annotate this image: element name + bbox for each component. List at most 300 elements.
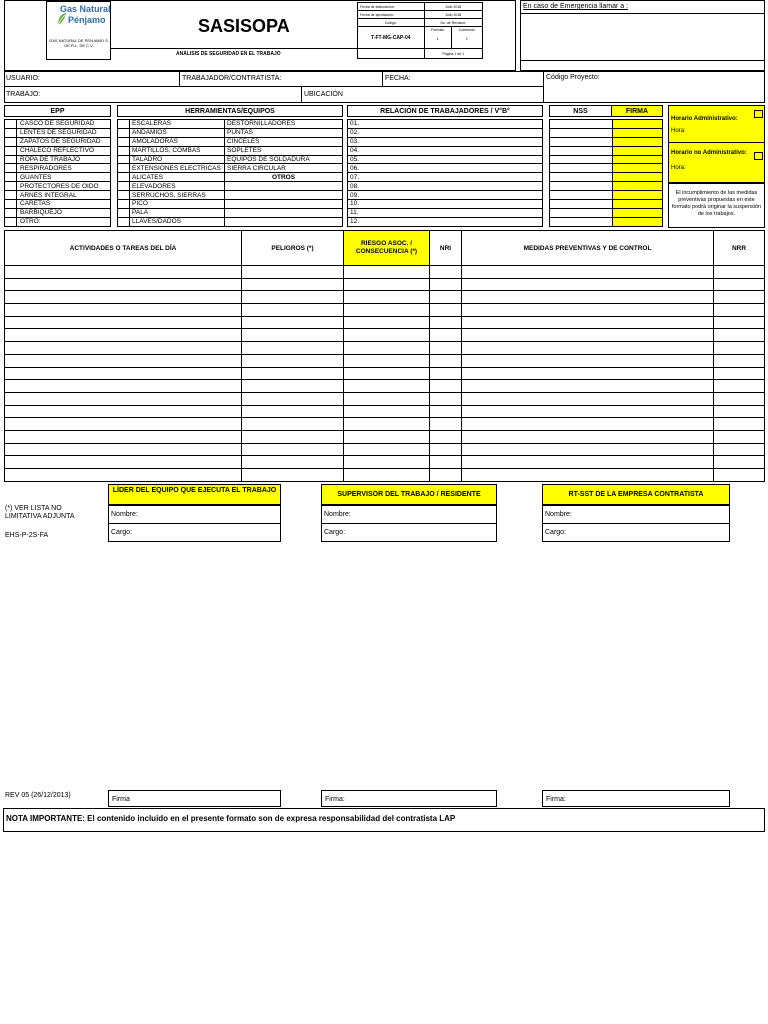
epp-item-label: CASCO DE SEGURIDAD: [17, 120, 111, 129]
nri-cell[interactable]: [430, 278, 462, 291]
nrr-cell[interactable]: [714, 443, 765, 456]
trabajador-row: [348, 182, 543, 191]
nss-cell[interactable]: [550, 217, 613, 226]
nss-firma-row: [550, 200, 663, 209]
activity-row: [5, 430, 765, 443]
peligro-cell[interactable]: [242, 405, 344, 418]
activity-row: [5, 278, 765, 291]
nrr-cell[interactable]: [714, 392, 765, 405]
epp-check[interactable]: [5, 208, 17, 217]
riesgo-cell[interactable]: [344, 392, 430, 405]
nrr-cell[interactable]: [714, 278, 765, 291]
activity-row: [5, 392, 765, 405]
nri-cell[interactable]: [430, 304, 462, 317]
nrr-cell[interactable]: [714, 329, 765, 342]
epp-row: [5, 155, 111, 164]
peligro-cell[interactable]: [242, 469, 344, 482]
firma-cell[interactable]: [613, 208, 663, 217]
herramientas-row: [118, 120, 343, 129]
epp-row: [5, 164, 111, 173]
firma-cell[interactable]: [613, 173, 663, 182]
herramientas-row: [118, 155, 343, 164]
herramientas-row: [118, 173, 343, 182]
epp-check[interactable]: [5, 164, 17, 173]
herramientas-row: [118, 128, 343, 137]
nri-cell[interactable]: [430, 367, 462, 380]
epp-row: [5, 217, 111, 226]
nrr-cell[interactable]: [714, 354, 765, 367]
firma-cell[interactable]: [613, 155, 663, 164]
herramientas-row: [118, 200, 343, 209]
firma-cell[interactable]: [613, 128, 663, 137]
herramienta-label: PALA: [130, 208, 225, 217]
trabajador-number[interactable]: 05.: [348, 155, 543, 164]
nri-cell[interactable]: [430, 329, 462, 342]
peligro-cell[interactable]: [242, 456, 344, 469]
activity-row: [5, 367, 765, 380]
horario-no-admin-checkbox[interactable]: [754, 152, 763, 160]
medidas-cell[interactable]: [462, 405, 714, 418]
nss-firma-row: [550, 182, 663, 191]
nss-cell[interactable]: [550, 128, 613, 137]
medidas-cell[interactable]: [462, 316, 714, 329]
peligro-cell[interactable]: [242, 418, 344, 431]
herramienta-label: ESCALERAS: [130, 120, 225, 129]
herramienta-label-2: [225, 191, 343, 200]
relacion-table: [347, 119, 543, 227]
herramientas-title: HERRAMIENTAS/EQUIPOS: [117, 105, 343, 117]
activity-row: [5, 291, 765, 304]
lider-cargo[interactable]: Cargo:: [111, 529, 133, 536]
peligro-cell[interactable]: [242, 354, 344, 367]
ver-lista-note: (*) VER LISTA NO LIMITATIVA ADJUNTA: [5, 505, 75, 521]
peligro-cell[interactable]: [242, 443, 344, 456]
nss-firma-row: [550, 137, 663, 146]
firma-box-2[interactable]: Firma:: [321, 790, 497, 807]
firma-cell[interactable]: [613, 191, 663, 200]
nss-cell[interactable]: [550, 120, 613, 129]
herramienta-label: SERRUCHOS, SIERRAS: [130, 191, 225, 200]
firma-cell[interactable]: [613, 200, 663, 209]
trabajador-row: [348, 155, 543, 164]
nss-firma-row: [550, 173, 663, 182]
medidas-cell[interactable]: [462, 469, 714, 482]
actividad-cell[interactable]: [5, 469, 242, 482]
riesgo-cell[interactable]: [344, 418, 430, 431]
medidas-cell[interactable]: [462, 354, 714, 367]
epp-check[interactable]: [5, 146, 17, 155]
activity-row: [5, 304, 765, 317]
fecha-field[interactable]: FECHA:: [385, 75, 411, 82]
horario-hora-2[interactable]: Hora:: [671, 165, 686, 171]
ehs-code: EHS-P-2S-FA: [5, 532, 49, 539]
herramienta-check[interactable]: [118, 164, 130, 173]
epp-check[interactable]: [5, 120, 17, 129]
horario-hora-1[interactable]: Hora:: [671, 128, 686, 134]
nri-cell[interactable]: [430, 342, 462, 355]
nri-cell[interactable]: [430, 266, 462, 279]
activities-table: [4, 230, 765, 482]
nrr-cell[interactable]: [714, 342, 765, 355]
supervisor-nombre[interactable]: Nombre:: [324, 511, 351, 518]
herramienta-check[interactable]: [118, 137, 130, 146]
nri-cell[interactable]: [430, 392, 462, 405]
nrr-cell[interactable]: [714, 405, 765, 418]
medidas-cell[interactable]: [462, 278, 714, 291]
peligro-cell[interactable]: [242, 291, 344, 304]
nri-cell[interactable]: [430, 405, 462, 418]
nrr-cell[interactable]: [714, 304, 765, 317]
contenido-value: 1: [465, 37, 468, 41]
lider-title: LÍDER DEL EQUIPO QUE EJECUTA EL TRABAJO: [108, 484, 281, 505]
nss-cell[interactable]: [550, 208, 613, 217]
peligro-cell[interactable]: [242, 329, 344, 342]
medidas-cell[interactable]: [462, 418, 714, 431]
medidas-cell[interactable]: [462, 291, 714, 304]
nss-cell[interactable]: [550, 200, 613, 209]
nri-cell[interactable]: [430, 469, 462, 482]
nss-firma-row: [550, 120, 663, 129]
epp-title: EPP: [4, 105, 111, 117]
relacion-title: RELACIÓN DE TRABAJADORES / V°B°: [347, 105, 543, 117]
medidas-cell[interactable]: [462, 367, 714, 380]
herramienta-label: PICO: [130, 200, 225, 209]
trabajador-number[interactable]: 12.: [348, 217, 543, 226]
form-subtitle: ANÁLISIS DE SEGURIDAD EN EL TRABAJO: [176, 51, 281, 57]
actividad-cell[interactable]: [5, 430, 242, 443]
trabajador-number[interactable]: 09.: [348, 191, 543, 200]
herramientas-row: [118, 182, 343, 191]
herramientas-table: [117, 119, 343, 227]
nss-cell[interactable]: [550, 137, 613, 146]
nss-title: NSS: [549, 105, 612, 117]
activity-row: [5, 354, 765, 367]
medidas-cell[interactable]: [462, 266, 714, 279]
firma-title: FIRMA: [611, 105, 663, 117]
riesgo-cell[interactable]: [344, 380, 430, 393]
emergency-label: En caso de Emergencia llamar a :: [523, 3, 629, 10]
herramienta-check[interactable]: [118, 200, 130, 209]
actividad-cell[interactable]: [5, 456, 242, 469]
epp-row: [5, 208, 111, 217]
herramienta-label-2: [225, 200, 343, 209]
actividad-cell[interactable]: [5, 367, 242, 380]
nss-firma-row: [550, 146, 663, 155]
peligro-cell[interactable]: [242, 430, 344, 443]
activity-row: [5, 443, 765, 456]
epp-row: [5, 200, 111, 209]
logo-line2: Pénjamo: [68, 15, 106, 25]
firma-cell[interactable]: [613, 164, 663, 173]
riesgo-cell[interactable]: [344, 430, 430, 443]
riesgo-cell[interactable]: [344, 367, 430, 380]
riesgo-cell[interactable]: [344, 469, 430, 482]
actividad-cell[interactable]: [5, 418, 242, 431]
herramienta-check[interactable]: [118, 128, 130, 137]
firma-cell[interactable]: [613, 146, 663, 155]
form-title: SASISOPA: [198, 16, 290, 36]
col-nrr: NRR: [714, 231, 765, 266]
peligro-cell[interactable]: [242, 316, 344, 329]
trabajador-row: [348, 200, 543, 209]
nss-firma-row: [550, 155, 663, 164]
activity-row: [5, 380, 765, 393]
horario-no-admin-label: Horario no Administrativo:: [671, 150, 747, 156]
contenido-label: Contenido: [458, 28, 475, 32]
usuario-field[interactable]: USUARIO:: [6, 75, 40, 82]
trabajador-number[interactable]: 10.: [348, 200, 543, 209]
herramientas-row: [118, 217, 343, 226]
trabajador-row: [348, 191, 543, 200]
formato-value: 1: [436, 37, 439, 41]
herramienta-label-2: EQUIPOS DE SOLDADURA: [225, 155, 343, 164]
epp-check[interactable]: [5, 155, 17, 164]
epp-check[interactable]: [5, 200, 17, 209]
nss-cell[interactable]: [550, 164, 613, 173]
herramienta-label: ELEVADORES: [130, 182, 225, 191]
epp-row: [5, 182, 111, 191]
nrr-cell[interactable]: [714, 266, 765, 279]
riesgo-cell[interactable]: [344, 266, 430, 279]
horario-admin-checkbox[interactable]: [754, 110, 763, 118]
activity-row: [5, 342, 765, 355]
actividad-cell[interactable]: [5, 291, 242, 304]
codigo-proyecto-field[interactable]: Código Proyecto:: [546, 74, 600, 81]
herramienta-label-2: DESTORNILLADORES: [225, 120, 343, 129]
nss-cell[interactable]: [550, 182, 613, 191]
actividad-cell[interactable]: [5, 354, 242, 367]
nrr-cell[interactable]: [714, 380, 765, 393]
trabajador-row: [348, 146, 543, 155]
nri-cell[interactable]: [430, 418, 462, 431]
formato-label: Formato: [431, 28, 445, 32]
nrr-cell[interactable]: [714, 367, 765, 380]
nri-cell[interactable]: [430, 443, 462, 456]
firma-cell[interactable]: [613, 217, 663, 226]
herramienta-check[interactable]: [118, 191, 130, 200]
firma-box-1[interactable]: Firma: [108, 790, 281, 807]
riesgo-cell[interactable]: [344, 354, 430, 367]
nrr-cell[interactable]: [714, 291, 765, 304]
epp-check[interactable]: [5, 173, 17, 182]
riesgo-cell[interactable]: [344, 316, 430, 329]
incumplimiento-note: El incumplimiento de las medidas preventivas propuestas en este formato podrá originar la suspensión de los trabajos.: [671, 190, 762, 217]
nss-cell[interactable]: [550, 191, 613, 200]
nrr-cell[interactable]: [714, 469, 765, 482]
medidas-cell[interactable]: [462, 392, 714, 405]
trabajador-number[interactable]: 01.: [348, 120, 543, 129]
actividad-cell[interactable]: [5, 304, 242, 317]
actividad-cell[interactable]: [5, 329, 242, 342]
herramienta-label-2: OTROS: [225, 173, 343, 182]
elab-value: Julio 2018: [424, 3, 482, 11]
nss-cell[interactable]: [550, 155, 613, 164]
epp-check[interactable]: [5, 128, 17, 137]
col-actividades: ACTIVIDADES O TAREAS DEL DÍA: [5, 231, 242, 266]
nota-importante: NOTA IMPORTANTE: El contenido incluido en el presente formato son de expresa responsabilidad del contratista LAP: [3, 808, 765, 832]
supervisor-cargo[interactable]: Cargo:: [324, 529, 346, 536]
epp-check[interactable]: [5, 182, 17, 191]
herramienta-label-2: [225, 208, 343, 217]
riesgo-cell[interactable]: [344, 278, 430, 291]
epp-item-label: OTRO:: [17, 217, 111, 226]
epp-item-label: BARBIQUEJO: [17, 208, 111, 217]
nrr-cell[interactable]: [714, 456, 765, 469]
peligro-cell[interactable]: [242, 367, 344, 380]
col-nri: NRI: [430, 231, 462, 266]
herramienta-label: LLAVES/DADOS: [130, 217, 225, 226]
peligro-cell[interactable]: [242, 278, 344, 291]
peligro-cell[interactable]: [242, 266, 344, 279]
firma-box-3[interactable]: Firma:: [542, 790, 730, 807]
trabajador-number[interactable]: 02.: [348, 128, 543, 137]
epp-row: [5, 191, 111, 200]
nrr-cell[interactable]: [714, 418, 765, 431]
actividad-cell[interactable]: [5, 342, 242, 355]
nrr-cell[interactable]: [714, 316, 765, 329]
herramienta-check[interactable]: [118, 146, 130, 155]
epp-row: [5, 137, 111, 146]
col-medidas: MEDIDAS PREVENTIVAS Y DE CONTROL: [462, 231, 714, 266]
epp-item-label: PROTECTORES DE OIDO: [17, 182, 111, 191]
firma-cell[interactable]: [613, 182, 663, 191]
nrr-cell[interactable]: [714, 430, 765, 443]
trabajador-number[interactable]: 04.: [348, 146, 543, 155]
activity-row: [5, 418, 765, 431]
emergency-line-1: [520, 13, 765, 14]
nri-cell[interactable]: [430, 430, 462, 443]
nri-cell[interactable]: [430, 380, 462, 393]
nri-cell[interactable]: [430, 316, 462, 329]
trabajo-field[interactable]: TRABAJO:: [6, 91, 41, 98]
herramienta-check[interactable]: [118, 173, 130, 182]
rtsst-nombre[interactable]: Nombre:: [545, 511, 572, 518]
riesgo-cell[interactable]: [344, 291, 430, 304]
medidas-cell[interactable]: [462, 430, 714, 443]
trabajador-number[interactable]: 11.: [348, 208, 543, 217]
rtsst-title: RT-SST DE LA EMPRESA CONTRATISTA: [542, 484, 730, 505]
nss-firma-row: [550, 208, 663, 217]
herramienta-check[interactable]: [118, 208, 130, 217]
trabajador-number[interactable]: 06.: [348, 164, 543, 173]
herramienta-label-2: [225, 182, 343, 191]
codigo-label: Código:: [358, 19, 425, 27]
herramientas-row: [118, 164, 343, 173]
herramienta-label-2: SIERRA CIRCULAR: [225, 164, 343, 173]
epp-item-label: RESPIRADORES: [17, 164, 111, 173]
aprob-value: Julio 2018: [424, 11, 482, 19]
actividad-cell[interactable]: [5, 278, 242, 291]
herramienta-label: EXTENSIONES ELECTRICAS: [130, 164, 225, 173]
ubicacion-field[interactable]: UBICACIÓN: [304, 91, 343, 98]
trabajador-row: [348, 120, 543, 129]
actividad-cell[interactable]: [5, 316, 242, 329]
epp-check[interactable]: [5, 191, 17, 200]
peligro-cell[interactable]: [242, 342, 344, 355]
revision-label: No. de Revisión:: [424, 19, 482, 27]
peligro-cell[interactable]: [242, 304, 344, 317]
actividad-cell[interactable]: [5, 266, 242, 279]
revision-code: REV 05 (26/12/2013): [5, 792, 71, 799]
trabajador-row: [348, 128, 543, 137]
actividad-cell[interactable]: [5, 392, 242, 405]
medidas-cell[interactable]: [462, 304, 714, 317]
epp-check[interactable]: [5, 217, 17, 226]
firma-cell[interactable]: [613, 120, 663, 129]
medidas-cell[interactable]: [462, 342, 714, 355]
nss-firma-table: [549, 119, 663, 227]
peligro-cell[interactable]: [242, 380, 344, 393]
riesgo-cell[interactable]: [344, 443, 430, 456]
logo-line1: Gas Natural: [60, 4, 111, 14]
herramienta-label-2: SOPLETES: [225, 146, 343, 155]
medidas-cell[interactable]: [462, 380, 714, 393]
nss-firma-row: [550, 217, 663, 226]
col-peligros: PELIGROS (*): [242, 231, 344, 266]
rtsst-cargo[interactable]: Cargo:: [545, 529, 567, 536]
riesgo-cell[interactable]: [344, 342, 430, 355]
epp-item-label: ROPA DE TRABAJO: [17, 155, 111, 164]
herramienta-label-2: PUNTAS: [225, 128, 343, 137]
herramienta-check[interactable]: [118, 120, 130, 129]
epp-check[interactable]: [5, 137, 17, 146]
medidas-cell[interactable]: [462, 443, 714, 456]
herramienta-check[interactable]: [118, 155, 130, 164]
activity-row: [5, 456, 765, 469]
riesgo-cell[interactable]: [344, 304, 430, 317]
nss-firma-row: [550, 164, 663, 173]
epp-item-label: LENTES DE SEGURIDAD: [17, 128, 111, 137]
trabajador-number[interactable]: 08.: [348, 182, 543, 191]
herramientas-row: [118, 146, 343, 155]
lider-nombre[interactable]: Nombre:: [111, 511, 138, 518]
nri-cell[interactable]: [430, 291, 462, 304]
supervisor-title: SUPERVISOR DEL TRABAJO / RESIDENTE: [321, 484, 497, 505]
horario-admin-label: Horario Administrativo:: [671, 116, 738, 122]
trabajador-number[interactable]: 07.: [348, 173, 543, 182]
page-number: Página 1 de 1: [424, 49, 482, 59]
nss-cell[interactable]: [550, 146, 613, 155]
actividad-cell[interactable]: [5, 443, 242, 456]
riesgo-cell[interactable]: [344, 329, 430, 342]
trabajador-number[interactable]: 03.: [348, 137, 543, 146]
herramienta-label: AMOLADORAS: [130, 137, 225, 146]
nss-firma-row: [550, 191, 663, 200]
emergency-line-2: [520, 60, 765, 61]
info-row-divider: [4, 86, 543, 87]
medidas-cell[interactable]: [462, 329, 714, 342]
col-riesgo: RIESGO ASOC. / CONSECUENCIA (*): [344, 231, 430, 266]
peligro-cell[interactable]: [242, 392, 344, 405]
herramienta-check[interactable]: [118, 182, 130, 191]
epp-item-label: ARNES INTEGRAL: [17, 191, 111, 200]
epp-row: [5, 120, 111, 129]
medidas-cell[interactable]: [462, 456, 714, 469]
nss-cell[interactable]: [550, 173, 613, 182]
firma-cell[interactable]: [613, 137, 663, 146]
activity-row: [5, 316, 765, 329]
herramienta-check[interactable]: [118, 217, 130, 226]
riesgo-cell[interactable]: [344, 456, 430, 469]
nri-cell[interactable]: [430, 354, 462, 367]
trabajador-row: [348, 208, 543, 217]
actividad-cell[interactable]: [5, 405, 242, 418]
riesgo-cell[interactable]: [344, 405, 430, 418]
trabajador-field[interactable]: TRABAJADOR/CONTRATISTA:: [182, 75, 282, 82]
actividad-cell[interactable]: [5, 380, 242, 393]
logo-leaf-icon: [57, 12, 67, 26]
nri-cell[interactable]: [430, 456, 462, 469]
